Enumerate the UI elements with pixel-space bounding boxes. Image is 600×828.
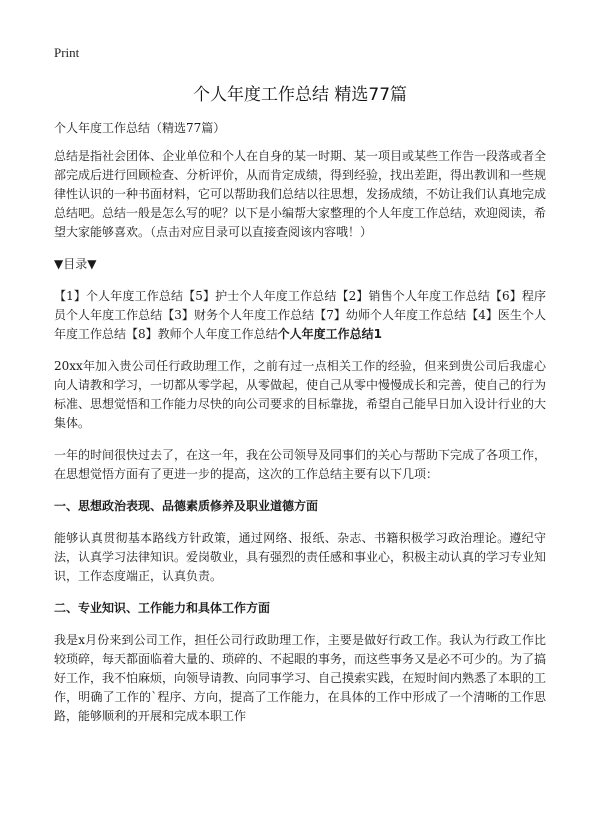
toc-heading: ▼目录▼ xyxy=(54,257,97,271)
section-text-1: 能够认真贯彻基本路线方针政策，通过网络、报纸、杂志、书籍积极学习政治理论。遵纪守法，认真学习法律知识。爱岗敬业，具有强烈的责任感和事业心，积极主动认真的学习专业知识，工作态度端正，认真负责。 xyxy=(54,531,547,583)
paragraph-join: 20xx年加入贵公司任行政助理工作，之前有过一点相关工作的经验，但来到贵公司后我虚心向人请教和学习，一切都从零学起，从零做起，使自己从零中慢慢成长和完善，使自己的行为标准、思想觉悟和工作能力尽快的向公司要求的目标靠拢，希望自己能早日加入设计行业的大集体。 xyxy=(54,359,547,430)
paragraph-year-summary: 一年的时间很快过去了，在这一年，我在公司领导及同事们的关心与帮助下完成了各项工作，在思想觉悟方面有了更进一步的提高，这次的工作总结主要有以下几项： xyxy=(54,448,547,481)
toc-link-7[interactable]: 【7】幼师个人年度工作总结 xyxy=(314,308,467,322)
document-title: 个人年度工作总结 精选77篇 xyxy=(192,85,408,105)
intro-paragraph: 总结是指社会团体、企业单位和个人在自身的某一时期、某一项目或某些工作告一段落或者全部完成后进行回顾检查、分析评价，从而肯定成绩，得到经验，找出差距，得出教训和一些规律性认识的一种书面材料，它可以帮助我们总结以往思想，发扬成绩，不妨让我们认真地完成总结吧。总结一般是怎么写的呢？以下是小编帮大家整理的个人年度工作总结，欢迎阅读，希望大家能够喜欢。（点击对应目录可以直接查阅该内容哦！） xyxy=(54,149,547,239)
toc-link-1[interactable]: 【1】个人年度工作总结 xyxy=(54,289,184,303)
section-heading-2: 二、专业知识、工作能力和具体工作方面 xyxy=(54,601,271,615)
toc-link-2[interactable]: 【2】销售个人年度工作总结 xyxy=(336,289,490,303)
section-heading-1: 一、思想政治表现、品德素质修养及职业道德方面 xyxy=(54,499,319,513)
toc-link-6[interactable]: 【6】程序员个人年度工作总结 xyxy=(54,289,547,322)
section-title-1: 个人年度工作总结1 xyxy=(277,327,383,341)
section-text-2: 我是x月份来到公司工作，担任公司行政助理工作，主要是做好行政工作。我认为行政工作比较琐碎，每天都面临着大量的、琐碎的、不起眼的事务，而这些事务又是必不可少的。为了搞好工作，我不怕麻烦，向领导请教、向同事学习、自己摸索实践，在短时间内熟悉了本职的工作，明确了工作的`程序、方向，提高了工作能力，在具体的工作中形成了一个清晰的工作思路，能够顺利的开展和完成本职工作 xyxy=(54,633,547,723)
toc-list xyxy=(54,287,546,344)
toc-link-5[interactable]: 【5】护士个人年度工作总结 xyxy=(183,289,337,303)
toc-link-4[interactable]: 【4】医生个人年度工作总结 xyxy=(54,308,546,341)
print-label: Print xyxy=(54,45,80,60)
document-subtitle: 个人年度工作总结（精选77篇） xyxy=(54,121,226,135)
toc-link-3[interactable]: 【3】财务个人年度工作总结 xyxy=(162,308,315,322)
toc-link-8[interactable]: 【8】教师个人年度工作总结 xyxy=(126,327,278,341)
document-body xyxy=(54,119,546,739)
